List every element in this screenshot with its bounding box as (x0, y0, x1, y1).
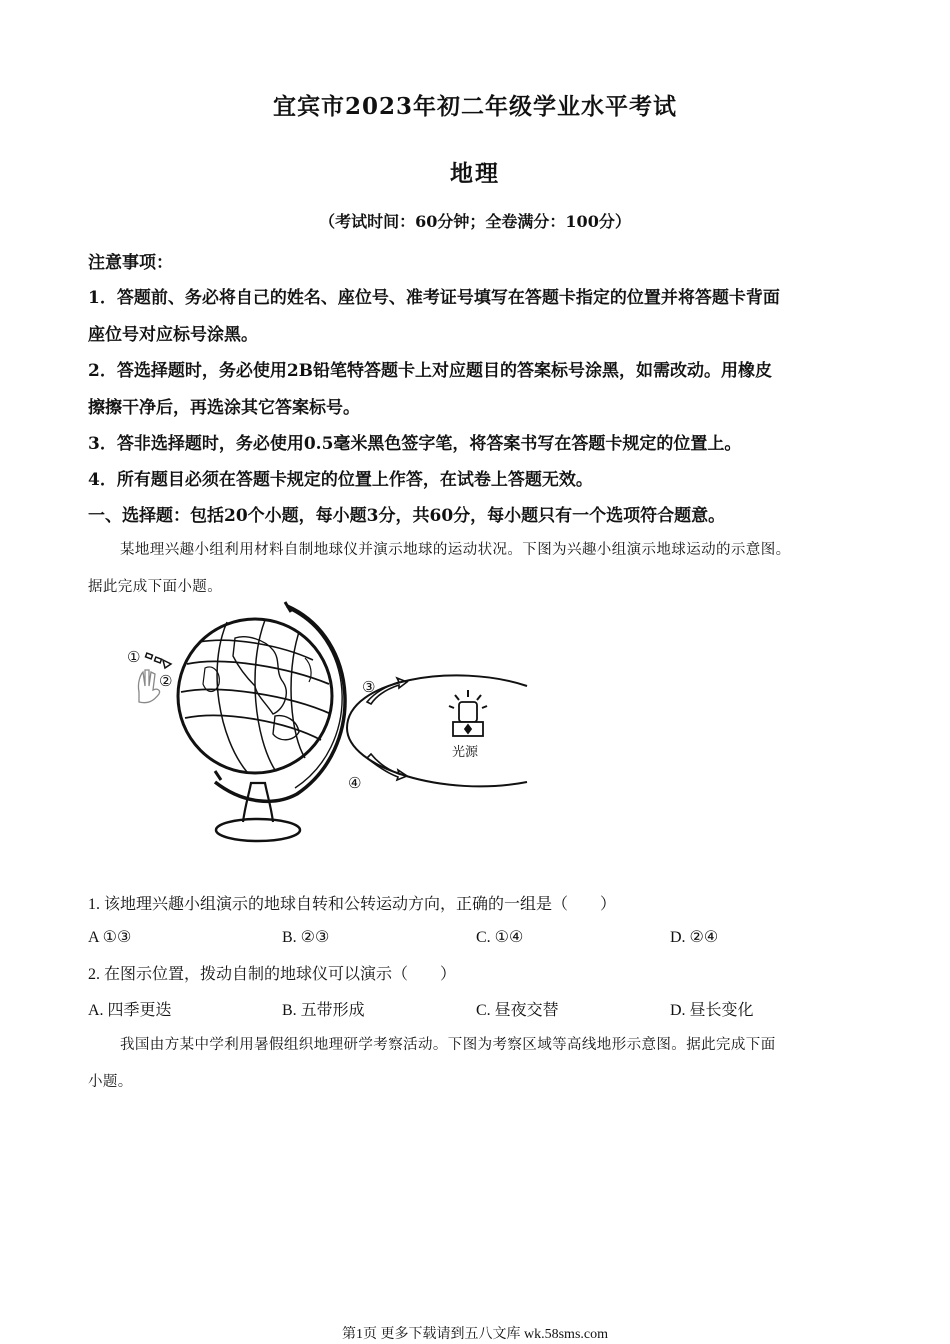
section-1-intro-line-1: 某地理兴趣小组利用材料自制地球仪并演示地球的运动状况。下图为兴趣小组演示地球运动的示意图。 (120, 542, 791, 558)
figure-label-1: ① (127, 648, 141, 666)
question-2-option-b: B. 五带形成 (282, 1002, 365, 1019)
section-1-intro-line-2: 据此完成下面小题。 (88, 579, 223, 595)
note-item-1-line-1: 1．答题前、务必将自己的姓名、座位号、准考证号填写在答题卡指定的位置并将答题卡背面 (88, 288, 780, 308)
page-footer: 第1页 更多下载请到五八文库 wk.58sms.com (342, 1327, 608, 1342)
page-title: 宜宾市2023年初二年级学业水平考试 (272, 93, 677, 120)
note-item-1-line-2: 座位号对应标号涂黑。 (88, 325, 258, 345)
question-1-option-a: A ①③ (88, 929, 132, 946)
figure-label-4: ④ (348, 774, 362, 792)
globe-diagram-icon (115, 598, 535, 868)
note-item-2-line-2: 擦擦干净后，再选涂其它答案标号。 (88, 398, 360, 418)
question-2-option-d: D. 昼长变化 (670, 1002, 754, 1019)
notes-heading: 注意事项： (88, 253, 173, 273)
question-1-option-d: D. ②④ (670, 929, 719, 946)
note-item-4: 4．所有题目必须在答题卡规定的位置上作答，在试卷上答题无效。 (88, 470, 593, 490)
question-2-stem: 2. 在图示位置，拨动自制的地球仪可以演示（ ） (88, 966, 457, 983)
section-2-intro-line-2: 小题。 (88, 1074, 133, 1090)
note-item-3: 3．答非选择题时，务必使用0.5毫米黑色签字笔，将答案书写在答题卡规定的位置上。 (88, 434, 742, 454)
question-1-option-c: C. ①④ (476, 929, 524, 946)
note-item-2-line-1: 2．答选择题时，务必使用2B铅笔特答题卡上对应题目的答案标号涂黑，如需改动。用橡皮 (88, 361, 773, 381)
question-1-stem: 1. 该地理兴趣小组演示的地球自转和公转运动方向，正确的一组是（ ） (88, 896, 617, 913)
section-2-intro-line-1: 我国由方某中学利用暑假组织地理研学考察活动。下图为考察区域等高线地形示意图。据此完成下面 (120, 1037, 776, 1053)
question-2-option-a: A. 四季更迭 (88, 1002, 172, 1019)
figure-label-3: ③ (362, 678, 376, 696)
subject-title: 地理 (450, 160, 500, 187)
section-1-heading: 一、选择题：包括20个小题，每小题3分，共60分，每小题只有一个选项符合题意。 (88, 506, 726, 526)
question-1-option-b: B. ②③ (282, 929, 330, 946)
light-source-label: 光源 (452, 745, 479, 760)
question-2-option-c: C. 昼夜交替 (476, 1002, 559, 1019)
figure-label-2: ② (159, 672, 173, 690)
exam-info: （考试时间：60分钟；全卷满分：100分） (319, 212, 631, 231)
